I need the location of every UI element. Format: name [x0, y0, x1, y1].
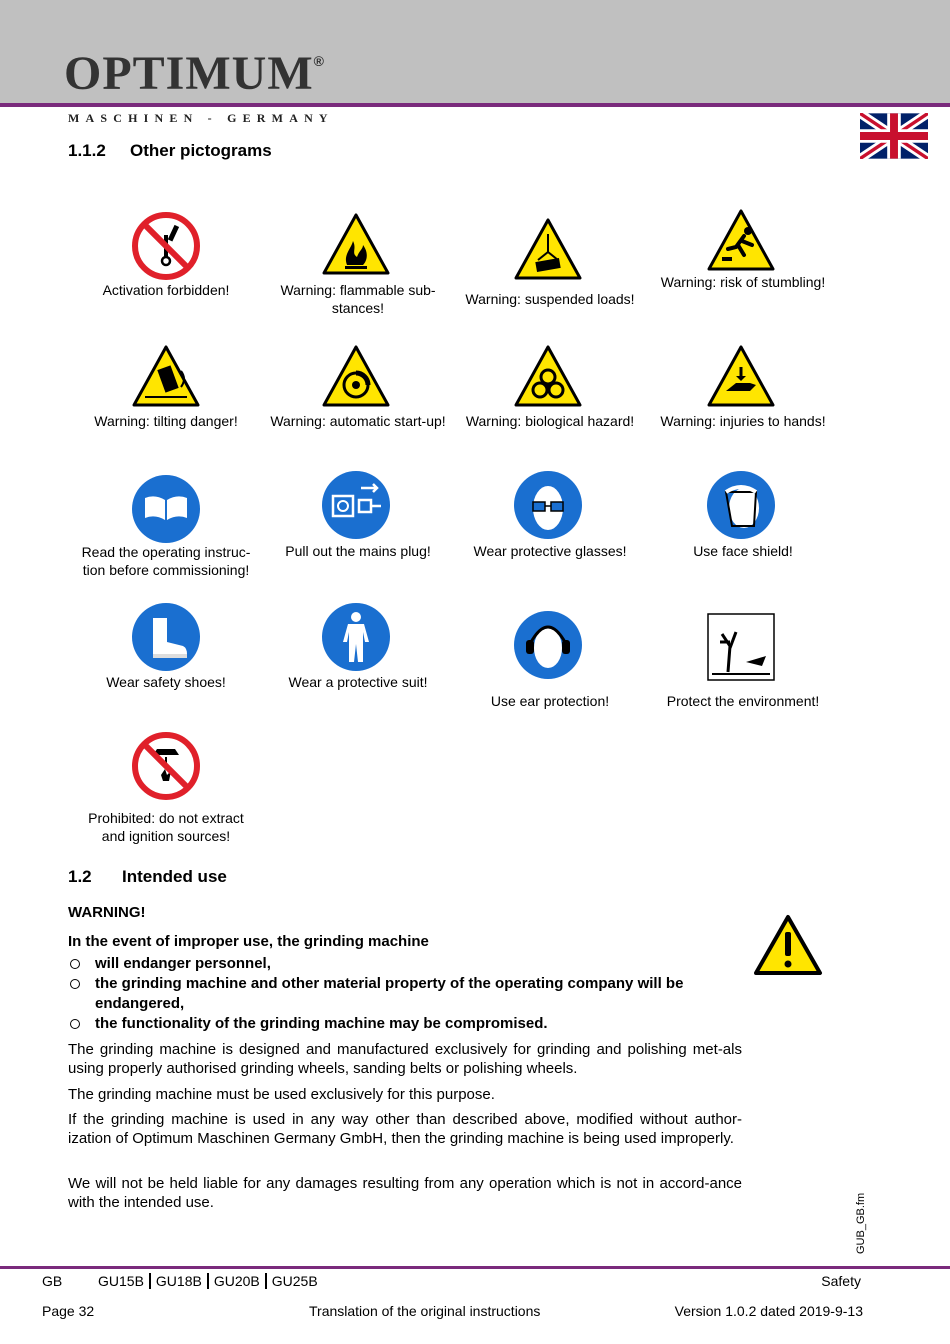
- footer-language: GB: [42, 1273, 63, 1289]
- activation-forbidden-icon: [131, 211, 201, 281]
- footer-translation-note: Translation of the original instructions: [309, 1303, 541, 1319]
- warning-heading: WARNING!: [68, 904, 146, 921]
- risk-of-stumbling-icon: [706, 207, 776, 277]
- side-filename: GUB_GB.fm: [855, 1192, 867, 1254]
- hand-injury-icon: [706, 343, 776, 413]
- flammable-substances-icon: [321, 211, 391, 281]
- body-paragraph: The grinding machine is designed and manufactured exclusively for grinding and polishing met-als using properly authorised grinding wheels, sanding belts or polishing wheels.: [68, 1041, 742, 1077]
- section-heading-intended-use: 1.2 Intended use: [68, 867, 227, 886]
- pictogram-caption: Prohibited: do not extract and ignition sources!: [88, 810, 244, 844]
- pictogram-caption: Use face shield!: [693, 543, 793, 559]
- pictogram-caption: Warning: biological hazard!: [465, 413, 635, 429]
- pictogram-caption: Wear safety shoes!: [106, 674, 226, 690]
- footer-chapter: Safety: [821, 1273, 861, 1289]
- pictogram-caption: Activation forbidden!: [102, 282, 230, 298]
- safety-shoes-icon: [131, 602, 201, 672]
- footer-models: [98, 1273, 323, 1289]
- pictogram-caption: Wear protective glasses!: [473, 543, 627, 559]
- model-label: GU25B: [265, 1273, 323, 1289]
- pull-mains-plug-icon: [321, 470, 391, 540]
- automatic-startup-icon: [321, 343, 391, 413]
- brand-tagline: MASCHINEN - GERMANY: [68, 111, 334, 125]
- section-heading-pictograms: 1.1.2 Other pictograms: [68, 141, 272, 160]
- pictogram-caption: Warning: automatic start-up!: [270, 413, 446, 429]
- list-item: will endanger personnel,: [68, 954, 748, 974]
- general-warning-icon: [753, 914, 823, 976]
- body-paragraph: We will not be held liable for any damages resulting from any operation which is not in accord-ance with the intended use.: [68, 1175, 742, 1211]
- warning-intro: In the event of improper use, the grinding machine: [68, 933, 429, 950]
- pictogram-caption: Warning: tilting danger!: [94, 413, 238, 429]
- pictogram-caption: Read the operating instruc-tion before commissioning!: [81, 544, 251, 578]
- tilting-danger-icon: [131, 343, 201, 413]
- biological-hazard-icon: [513, 343, 583, 413]
- brand-logo: OPTIMUM®: [64, 47, 325, 100]
- pictogram-caption: Warning: flammable sub-stances!: [280, 282, 436, 316]
- read-manual-icon: [131, 474, 201, 544]
- suspended-loads-icon: [513, 216, 583, 286]
- list-item: the functionality of the grinding machine may be compromised.: [68, 1014, 748, 1034]
- body-paragraph: The grinding machine must be used exclusively for this purpose.: [68, 1086, 495, 1103]
- model-label: GU15B: [98, 1273, 144, 1289]
- protect-environment-icon: [706, 612, 776, 682]
- pictogram-caption: Warning: injuries to hands!: [660, 413, 826, 429]
- pictogram-caption: Warning: suspended loads!: [465, 291, 635, 307]
- protective-glasses-icon: [513, 470, 583, 540]
- header-divider: [0, 103, 950, 107]
- no-extraction-ignition-icon: [131, 731, 201, 801]
- footer-version: Version 1.0.2 dated 2019-9-13: [674, 1303, 863, 1319]
- model-label: GU18B: [149, 1273, 207, 1289]
- face-shield-icon: [706, 470, 776, 540]
- uk-flag-icon: [860, 113, 928, 159]
- list-item: the grinding machine and other material property of the operating company will be endangered,: [68, 974, 748, 1014]
- pictogram-caption: Pull out the mains plug!: [285, 543, 431, 559]
- pictogram-caption: Use ear protection!: [490, 693, 610, 709]
- protective-suit-icon: [321, 602, 391, 672]
- footer-divider: [0, 1266, 950, 1269]
- ear-protection-icon: [513, 610, 583, 680]
- model-label: GU20B: [207, 1273, 265, 1289]
- pictogram-caption: Warning: risk of stumbling!: [660, 274, 826, 290]
- warning-bullet-list: [68, 954, 748, 1034]
- pictogram-caption: Wear a protective suit!: [288, 674, 428, 690]
- page-number: Page 32: [42, 1303, 95, 1319]
- body-paragraph: If the grinding machine is used in any way other than described above, modified without author-ization of Optimum Maschinen Germany GmbH, then the grinding machine is being used improperly.: [68, 1111, 742, 1147]
- pictogram-caption: Protect the environment!: [666, 693, 820, 709]
